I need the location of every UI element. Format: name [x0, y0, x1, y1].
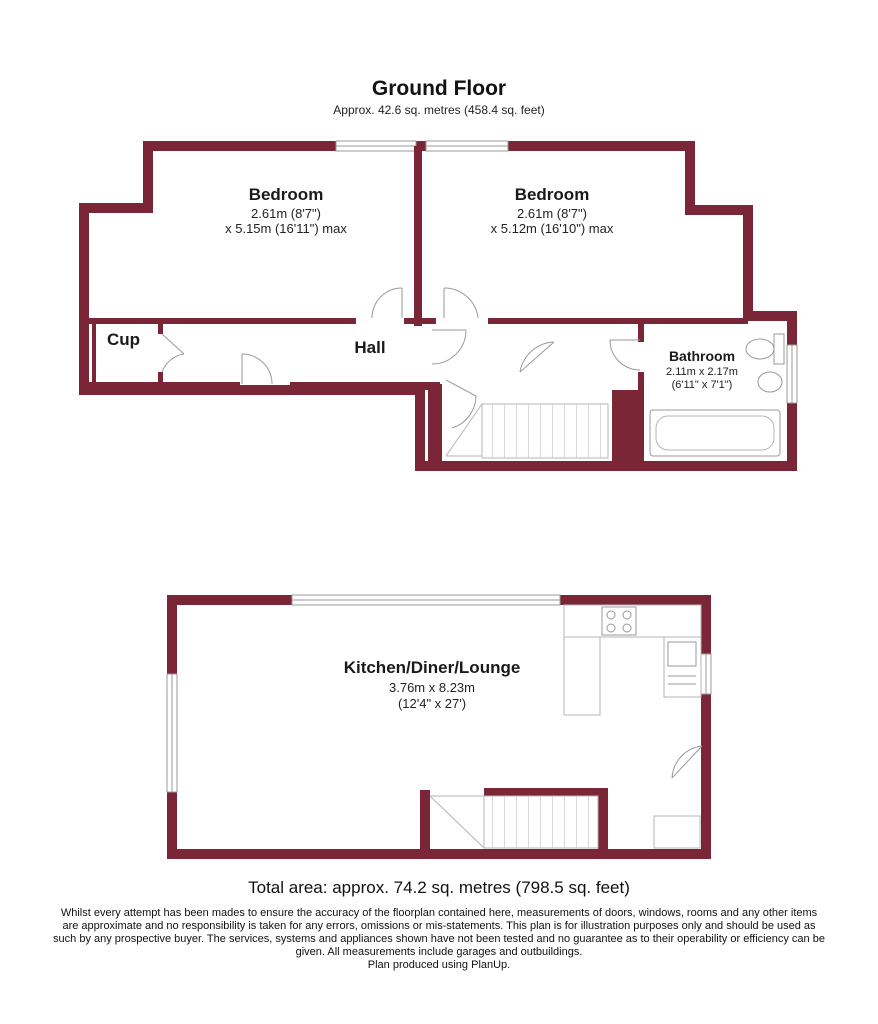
- wall-bedroom-1-hall: [84, 318, 356, 324]
- wall-bedroom-1-hall-b: [404, 318, 436, 324]
- ground-floor-title: Ground Floor: [371, 77, 507, 100]
- kitchen-label: Kitchen/Diner/Lounge: [343, 658, 521, 677]
- disclaimer: [10, 907, 868, 972]
- bedroom-1-label: Bedroom: [248, 185, 324, 204]
- window-bedroom-1: [336, 141, 416, 151]
- kitchen-stair-wall-right: [598, 790, 608, 850]
- wall-bedroom-2-hall: [488, 318, 748, 324]
- window-bathroom: [787, 345, 797, 403]
- disclaimer-line-1: Whilst every attempt has been mades to ensure the accuracy of the floorplan contained here, measurements of doors, windows, rooms and any other items: [60, 907, 818, 919]
- bedroom-1-dim1: 2.61m (8'7"): [251, 206, 321, 221]
- total-area: Total area: approx. 74.2 sq. metres (798.5 sq. feet): [248, 878, 630, 897]
- bedroom-2-label: Bedroom: [514, 185, 590, 204]
- window-kitchen-top: [292, 595, 560, 605]
- kitchen-stair-wall-left: [420, 790, 430, 850]
- kitchen-outer-wall: [172, 600, 706, 854]
- wall-hall-bottom-b: [290, 382, 440, 390]
- wash-basin: [758, 372, 782, 392]
- disclaimer-line-3: such by any prospective buyer. The services, systems and appliances shown have not been tested and no guarantee as to their operability or efficiency can be: [53, 933, 825, 945]
- kitchen-dim1: 3.76m x 8.23m: [389, 680, 475, 695]
- ground-floor-area: Approx. 42.6 sq. metres (458.4 sq. feet): [333, 103, 545, 117]
- wall-cupboard: [92, 324, 96, 384]
- kitchen-stair-wall-top: [484, 788, 608, 796]
- wall-stair-left: [428, 384, 442, 466]
- kitchen-dim2: (12'4" x 27'): [397, 696, 467, 711]
- bedroom-2-dim2: x 5.12m (16'10") max: [490, 221, 614, 236]
- bathroom-dim2: (6'11" x 7'1"): [671, 379, 733, 391]
- cupboard-label: Cup: [107, 330, 141, 349]
- wall-between-bedrooms: [414, 146, 422, 326]
- bath-tub: [650, 410, 780, 456]
- wall-hall-bottom-a: [84, 382, 240, 390]
- window-bedroom-2: [426, 141, 508, 151]
- upper-floor-plan: [167, 595, 711, 854]
- wall-stair-block: [612, 390, 642, 466]
- disclaimer-line-2: are approximate and no responsibility is taken for any errors, omissions or mis-statements. This plan is for illustration purposes only and should be used as: [62, 920, 816, 932]
- bedroom-2-dim1: 2.61m (8'7"): [517, 206, 587, 221]
- window-kitchen-left: [167, 674, 177, 792]
- disclaimer-line-5: Plan produced using PlanUp.: [367, 959, 511, 971]
- disclaimer-line-4: given. All measurements include garages and outbuildings.: [295, 946, 583, 958]
- bedroom-1-dim2: x 5.15m (16'11") max: [225, 221, 347, 236]
- ground-floor-plan: [84, 141, 797, 466]
- bathroom-label: Bathroom: [668, 348, 736, 364]
- hall-label: Hall: [354, 338, 386, 357]
- window-kitchen-right: [701, 654, 711, 694]
- bathroom-dim1: 2.11m x 2.17m: [666, 366, 738, 378]
- wall-cupboard-side: [158, 324, 163, 334]
- kitchen-cupboard: [654, 816, 700, 848]
- wall-bathroom-left: [638, 324, 644, 342]
